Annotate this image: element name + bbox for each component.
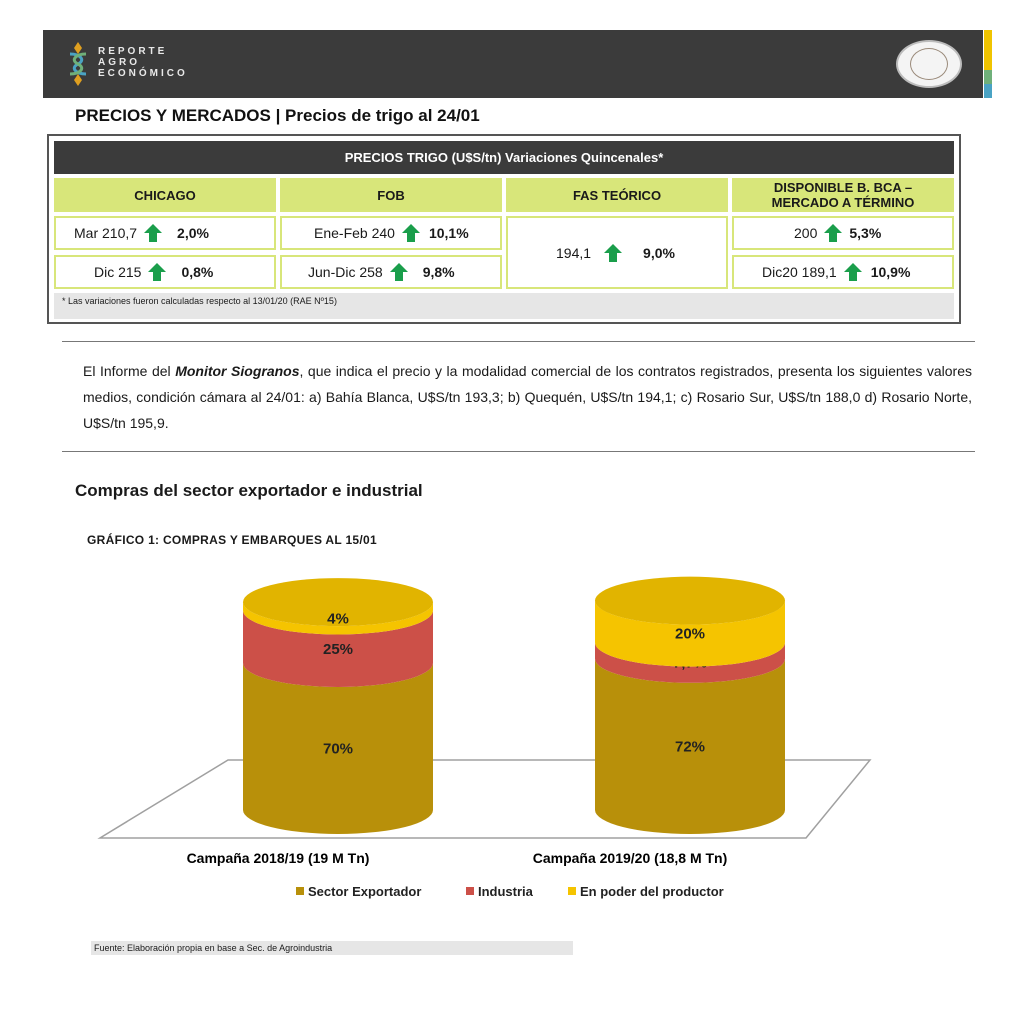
legend-label-2: Industria [478, 884, 533, 899]
legend-label-1: Sector Exportador [308, 884, 422, 899]
legend-swatch-2 [466, 887, 474, 895]
data-label-1-1: 70% [322, 740, 354, 758]
price-table-title: PRECIOS TRIGO (U$S/tn) Variaciones Quincenales* [54, 141, 954, 174]
up-arrow-icon [823, 223, 843, 243]
subsection-title: Compras del sector exportador e industrial [75, 481, 423, 500]
data-label-1-3: 4% [327, 610, 349, 628]
column-header-fob: FOB [280, 178, 502, 212]
price-table-footnote: * Las variaciones fueron calculadas respecto al 13/01/20 (RAE Nº15) [54, 293, 954, 319]
chart-heading: GRÁFICO 1: COMPRAS Y EMBARQUES AL 15/01 [87, 533, 377, 547]
bolsa-seal-logo [896, 40, 962, 88]
section-title: PRECIOS Y MERCADOS | Precios de trigo al 24/01 [75, 106, 480, 125]
legend-swatch-1 [296, 887, 304, 895]
wheat-logo-icon [66, 40, 90, 86]
data-label-2-3: 20% [674, 625, 706, 643]
column-header-chicago: CHICAGO [54, 178, 276, 212]
price-cell-fas: 194,1 9,0% [506, 216, 728, 289]
up-arrow-icon [389, 262, 409, 282]
up-arrow-icon [401, 223, 421, 243]
divider-top [62, 341, 975, 342]
category-label-1: Campaña 2018/19 (19 M Tn) [186, 850, 370, 866]
column-header-disponible: DISPONIBLE B. BCA – MERCADO A TÉRMINO [732, 178, 954, 212]
stacked-cylinder-chart [0, 560, 1024, 920]
up-arrow-icon [603, 243, 623, 263]
legend-label-3: En poder del productor [580, 884, 724, 899]
up-arrow-icon [147, 262, 167, 282]
up-arrow-icon [143, 223, 163, 243]
data-label-2-1: 72% [674, 738, 706, 756]
price-cell-fob-2: Jun-Dic 258 9,8% [280, 255, 502, 289]
price-cell-chicago-1: Mar 210,7 2,0% [54, 216, 276, 250]
price-cell-chicago-2: Dic 215 0,8% [54, 255, 276, 289]
source-note: Fuente: Elaboración propia en base a Sec. de Agroindustria [91, 941, 573, 955]
up-arrow-icon [843, 262, 863, 282]
price-cell-disponible-2: Dic20 189,1 10,9% [732, 255, 954, 289]
divider-bottom [62, 451, 975, 452]
brand-name: REPORTE AGRO ECONÓMICO [98, 46, 188, 79]
header-accent-stripe [984, 30, 992, 98]
monitor-siogranos-emphasis: Monitor Siogranos [175, 363, 300, 379]
body-paragraph: El Informe del Monitor Siogranos, que indica el precio y la modalidad comercial de los contratos registrados, presenta los siguientes valores medios, condición cámara al 24/01: a) Bahía Blanca, U$S/tn 193,3; b) Quequén, U$S/tn 194,1; c) Rosario Sur, U$S/tn 188,0 d) Rosario Norte, U$S/tn 195,9. [83, 363, 972, 431]
legend-swatch-3 [568, 887, 576, 895]
cylinder-top-2 [595, 577, 785, 625]
price-cell-fob-1: Ene-Feb 240 10,1% [280, 216, 502, 250]
price-cell-disponible-1: 200 5,3% [732, 216, 954, 250]
price-table [47, 134, 961, 324]
column-header-fas: FAS TEÓRICO [506, 178, 728, 212]
data-label-1-2: 25% [322, 640, 354, 658]
category-label-2: Campaña 2019/20 (18,8 M Tn) [532, 850, 728, 866]
